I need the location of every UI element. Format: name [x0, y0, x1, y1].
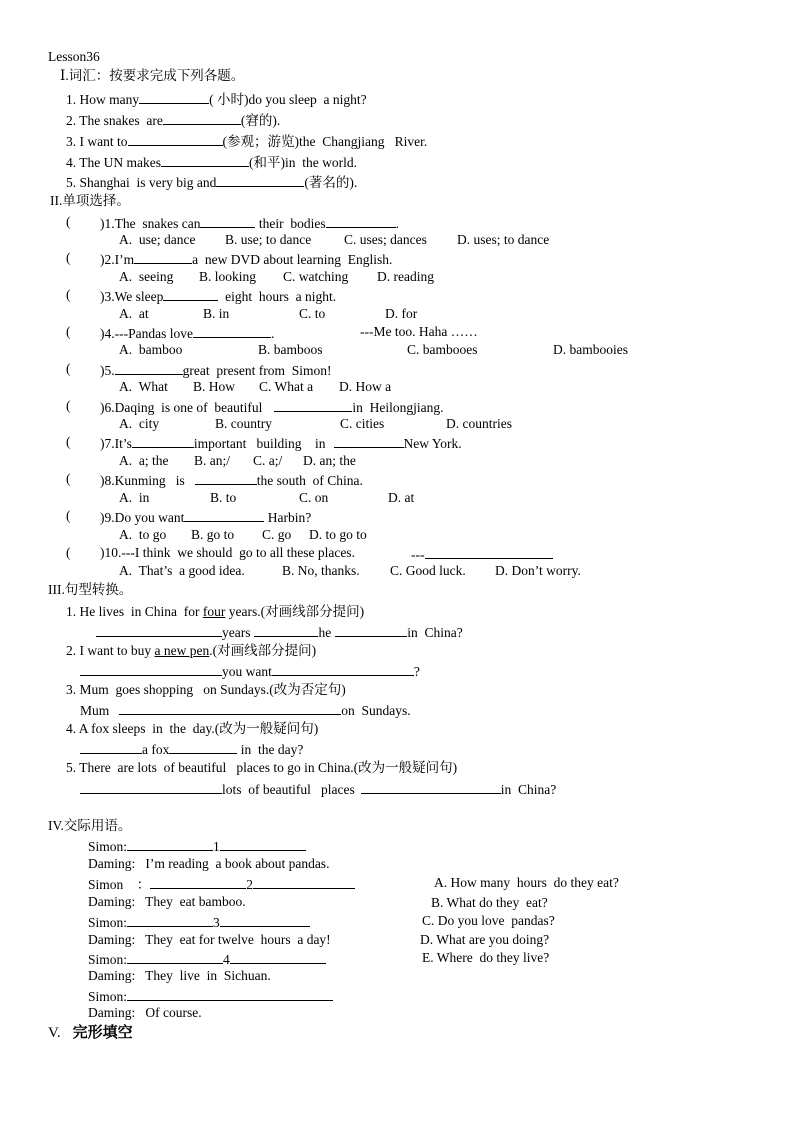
blank[interactable] [132, 434, 194, 448]
mc-q3-opt-a: A. at [119, 306, 149, 321]
mc-q1-opt-a: A. use; dance [119, 232, 196, 247]
transform-q1: 1. He lives in China for four years.(对画线部分提问) [66, 604, 365, 619]
dialog-line-7: Simon: 4 [88, 950, 326, 968]
mc-q9-opt-b: B. go to [191, 527, 235, 542]
transform-q4: 4. A fox sleeps in the day.(改为一般疑问句) [66, 721, 319, 736]
mc-q2-opt-b: B. looking [199, 269, 257, 284]
blank[interactable] [230, 950, 326, 964]
blank[interactable] [139, 90, 209, 104]
mc-q1: )1.The snakes can their bodies . [100, 216, 399, 231]
vocab-q5: 5. Shanghai is very big and (著名的). [66, 175, 358, 190]
mc-q10-opt-b: B. No, thanks. [282, 563, 360, 578]
mc-paren: ( [66, 287, 71, 302]
dialog-option-e: E. Where do they live? [422, 950, 550, 965]
blank[interactable] [193, 324, 271, 338]
transform-q5: 5. There are lots of beautiful places to go in China.(改为一般疑问句) [66, 760, 458, 775]
mc-q8-opt-d: D. at [388, 490, 415, 505]
mc-q1-opt-d: D. uses; to dance [457, 232, 550, 247]
blank[interactable] [253, 875, 355, 889]
mc-q3-opt-c: C. to [299, 306, 326, 321]
mc-q7-opt-c: C. a;/ [253, 453, 283, 468]
blank[interactable] [163, 111, 241, 125]
mc-q1-opt-c: C. uses; dances [344, 232, 427, 247]
blank[interactable] [254, 623, 318, 637]
mc-q2-opt-d: D. reading [377, 269, 434, 284]
mc-q9-opt-d: D. to go to [309, 527, 367, 542]
blank[interactable] [150, 875, 246, 889]
mc-q7: )7.It’s important building in New York. [100, 436, 462, 451]
mc-q8-opt-b: B. to [210, 490, 237, 505]
blank[interactable] [169, 740, 237, 754]
mc-q8-opt-a: A. in [119, 490, 150, 505]
mc-paren: ( [66, 471, 71, 486]
transform-q2-answer: you want ? [80, 662, 420, 680]
mc-q6: )6.Daqing is one of beautiful in Heilongjiang. [100, 400, 444, 415]
blank[interactable] [134, 250, 192, 264]
blank[interactable] [128, 132, 223, 146]
transform-q5-answer: lots of beautiful places in China? [80, 780, 556, 798]
blank[interactable] [80, 740, 142, 754]
mc-q9-opt-c: C. go [262, 527, 292, 542]
mc-q7-opt-a: A. a; the [119, 453, 169, 468]
mc-q4-opt-d: D. bambooies [553, 342, 628, 357]
mc-q5: )5. great present from Simon! [100, 363, 332, 378]
mc-q8: )8.Kunming is the south of China. [100, 473, 363, 488]
dialog-line-9: Simon: [88, 987, 333, 1005]
dialog-line-8: Daming: They live in Sichuan. [88, 968, 271, 983]
mc-q10-opt-d: D. Don’t worry. [495, 563, 581, 578]
mc-q4-opt-c: C. bambooes [407, 342, 478, 357]
blank[interactable] [335, 623, 407, 637]
transform-q1-answer: years he in China? [96, 623, 463, 641]
blank[interactable] [163, 287, 218, 301]
mc-paren: ( [66, 214, 71, 229]
mc-q3-opt-b: B. in [203, 306, 230, 321]
mc-q7-opt-b: B. an;/ [194, 453, 230, 468]
section-1-title: Ⅰ.词汇：按要求完成下列各题。 [60, 68, 245, 83]
dialog-option-c: C. Do you love pandas? [422, 913, 555, 928]
mc-q6-opt-c: C. cities [340, 416, 385, 431]
mc-q5-opt-b: B. How [193, 379, 236, 394]
blank[interactable] [195, 471, 257, 485]
dialog-line-4: Daming: They eat bamboo. [88, 894, 246, 909]
mc-q8-opt-c: C. on [299, 490, 329, 505]
blank[interactable] [127, 987, 333, 1001]
transform-q3-answer: Mum on Sundays. [80, 703, 411, 718]
mc-paren: ( [66, 250, 71, 265]
vocab-q2: 2. The snakes are (窘的). [66, 113, 281, 128]
transform-q3: 3. Mum goes shopping on Sundays.(改为否定句) [66, 682, 346, 697]
blank[interactable] [80, 780, 222, 794]
blank[interactable] [115, 361, 183, 375]
mc-q10-reply: --- [411, 545, 553, 563]
mc-q2-opt-c: C. watching [283, 269, 349, 284]
mc-q10: )10.---I think we should go to all these places. [100, 545, 355, 560]
blank[interactable] [220, 837, 306, 851]
blank[interactable] [326, 214, 396, 228]
transform-q2: 2. I want to buy a new pen.(对画线部分提问) [66, 643, 317, 658]
dialog-option-b: B. What do they eat? [431, 895, 548, 910]
blank[interactable] [274, 398, 352, 412]
blank[interactable] [272, 662, 414, 676]
section-3-title: III.句型转换。 [48, 582, 133, 597]
section-5-title: V. 完形填空 [48, 1025, 133, 1041]
mc-q4-reply: ---Me too. Haha …… [360, 324, 478, 339]
blank[interactable] [216, 173, 304, 187]
mc-paren: ( [66, 545, 71, 560]
blank[interactable] [334, 434, 404, 448]
blank[interactable] [96, 623, 222, 637]
mc-q5-opt-c: C. What a [259, 379, 314, 394]
blank[interactable] [220, 913, 310, 927]
mc-q3: )3.We sleep eight hours a night. [100, 289, 337, 304]
blank[interactable] [200, 214, 255, 228]
mc-q2-opt-a: A. seeing [119, 269, 174, 284]
blank[interactable] [425, 545, 553, 559]
mc-q2: )2.I’m a new DVD about learning English. [100, 252, 393, 267]
vocab-q1: 1. How many ( 小时)do you sleep a night? [66, 92, 367, 107]
blank[interactable] [161, 153, 249, 167]
blank[interactable] [80, 662, 222, 676]
mc-paren: ( [66, 434, 71, 449]
mc-paren: ( [66, 361, 71, 376]
blank[interactable] [184, 508, 264, 522]
vocab-q3: 3. I want to (参观；游览)the Changjiang River. [66, 134, 428, 149]
mc-q1-opt-b: B. use; to dance [225, 232, 312, 247]
blank[interactable] [119, 701, 341, 715]
mc-q9: )9.Do you want Harbin? [100, 510, 312, 525]
dialog-line-3: Simon ： 2 [88, 875, 355, 893]
mc-q4: )4.---Pandas love . [100, 326, 275, 341]
mc-q9-opt-a: A. to go [119, 527, 167, 542]
dialog-line-5: Simon: 3 [88, 913, 310, 931]
dialog-line-1: Simon: 1 [88, 837, 306, 855]
mc-q6-opt-d: D. countries [446, 416, 512, 431]
mc-q6-opt-b: B. country [215, 416, 272, 431]
dialog-option-a: A. How many hours do they eat? [434, 875, 619, 890]
dialog-line-2: Daming: I’m reading a book about pandas. [88, 856, 330, 871]
mc-paren: ( [66, 508, 71, 523]
dialog-line-6: Daming: They eat for twelve hours a day! [88, 932, 331, 947]
lesson-title: Lesson36 [48, 49, 100, 64]
mc-q4-opt-b: B. bamboos [258, 342, 323, 357]
mc-paren: ( [66, 398, 71, 413]
transform-q4-answer: a fox in the day? [80, 740, 303, 758]
mc-q3-opt-d: D. for [385, 306, 418, 321]
mc-paren: ( [66, 324, 71, 339]
mc-q5-opt-d: D. How a [339, 379, 392, 394]
dialog-line-10: Daming: Of course. [88, 1005, 202, 1020]
blank[interactable] [127, 913, 213, 927]
vocab-q4: 4. The UN makes (和平)in the world. [66, 155, 357, 170]
mc-q4-opt-a: A. bamboo [119, 342, 183, 357]
mc-q7-opt-d: D. an; the [303, 453, 356, 468]
blank[interactable] [127, 837, 213, 851]
section-4-title: IV.交际用语。 [48, 818, 132, 833]
dialog-option-d: D. What are you doing? [420, 932, 550, 947]
mc-q10-opt-c: C. Good luck. [390, 563, 466, 578]
blank[interactable] [127, 950, 223, 964]
section-2-title: II.单项选择。 [50, 193, 130, 208]
blank[interactable] [361, 780, 501, 794]
mc-q5-opt-a: A. What [119, 379, 168, 394]
mc-q6-opt-a: A. city [119, 416, 160, 431]
mc-q10-opt-a: A. That’s a good idea. [119, 563, 245, 578]
